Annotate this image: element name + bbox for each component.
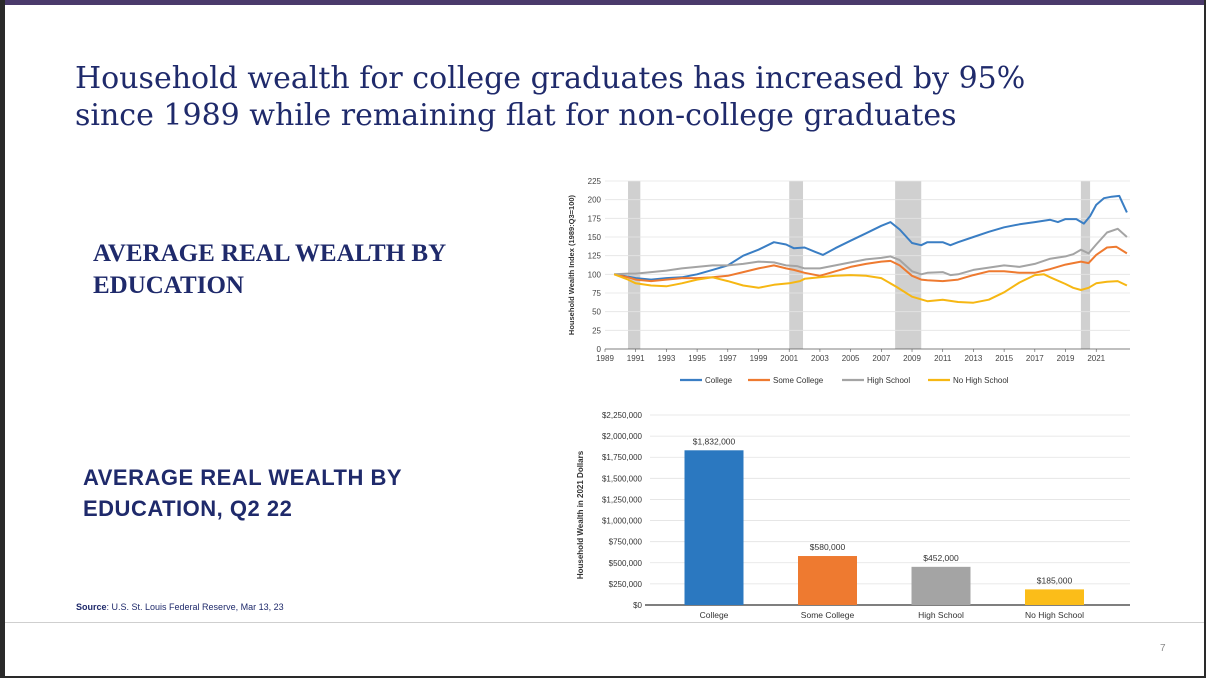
source-label: Source: [76, 602, 107, 612]
y-tick-label: 150: [587, 233, 601, 242]
x-tick-label: 1999: [749, 354, 768, 363]
line-chart-heading-line-2: EDUCATION: [93, 272, 244, 299]
x-tick-label: 2001: [780, 354, 799, 363]
legend-label-no-high-school: No High School: [953, 376, 1009, 385]
slide-title-line-1: Household wealth for college graduates has increased by 95%: [75, 61, 1026, 96]
source-note: [76, 602, 284, 612]
slide: [5, 0, 1204, 676]
y-axis-title: Household Wealth Index (1989:Q3=100): [567, 194, 576, 336]
y-tick-label: $2,250,000: [601, 411, 642, 420]
page-number: 7: [1160, 643, 1166, 654]
bar-chart-heading-line-2: EDUCATION, Q2 22: [83, 496, 293, 521]
x-tick-label: 2013: [964, 354, 983, 363]
bar-college: [685, 450, 744, 605]
value-label-high-school: $452,000: [923, 552, 959, 563]
x-tick-label: 2007: [872, 354, 891, 363]
y-tick-label: $1,750,000: [601, 453, 642, 463]
wealth-index-line-chart: [560, 172, 1140, 392]
y-tick-label: $0: [633, 601, 642, 610]
legend-label-some-college: Some College: [773, 376, 824, 385]
y-tick-label: 125: [587, 251, 601, 261]
x-tick-label: 2005: [841, 354, 860, 363]
category-label-high-school: High School: [918, 610, 964, 620]
x-tick-label: 2011: [934, 354, 952, 363]
slide-title-line-2: since 1989 while remaining flat for non-college graduates: [75, 98, 957, 133]
x-tick-label: 2017: [1025, 354, 1044, 363]
y-tick-label: 200: [587, 195, 601, 205]
x-tick-label: 1989: [596, 354, 614, 363]
x-tick-label: 1997: [718, 354, 737, 363]
footer-divider: [5, 622, 1204, 623]
y-tick-label: $250,000: [608, 579, 642, 589]
y-tick-label: $1,000,000: [601, 516, 642, 526]
y-tick-label: 75: [592, 289, 601, 298]
y-tick-label: 0: [596, 345, 601, 354]
y-axis-title: Household Wealth in 2021 Dollars: [576, 450, 585, 580]
wealth-by-education-bar-chart: [560, 405, 1140, 620]
category-label-no-high-school: No High School: [1024, 610, 1085, 620]
y-tick-label: $1,250,000: [601, 495, 642, 505]
y-tick-label: $2,000,000: [601, 432, 642, 442]
y-tick-label: 175: [587, 214, 601, 224]
x-tick-label: 2019: [1056, 354, 1075, 363]
line-chart-heading: [93, 238, 446, 302]
x-tick-label: 1991: [626, 354, 645, 363]
x-tick-label: 2003: [811, 354, 829, 363]
x-tick-label: 2009: [903, 354, 921, 363]
y-tick-label: 50: [592, 307, 601, 317]
x-tick-label: 2015: [995, 354, 1014, 363]
value-label-college: $1,832,000: [692, 436, 736, 447]
y-tick-label: $500,000: [608, 558, 642, 568]
category-label-some-college: Some College: [800, 610, 855, 620]
y-tick-label: $1,500,000: [601, 474, 642, 484]
recession-band-4: [1081, 181, 1090, 349]
bar-no-high-school: [1025, 589, 1084, 605]
category-label-college: College: [699, 610, 729, 620]
x-tick-label: 1995: [688, 354, 707, 363]
slide-title: [75, 60, 1075, 134]
value-label-no-high-school: $185,000: [1036, 575, 1073, 586]
legend-label-college: College: [705, 376, 733, 385]
y-tick-label: $750,000: [608, 537, 642, 547]
bar-chart-heading: [83, 462, 402, 524]
source-text: : U.S. St. Louis Federal Reserve, Mar 13, 23: [106, 602, 284, 612]
top-accent-bar: [5, 0, 1204, 5]
y-tick-label: 225: [587, 177, 601, 186]
line-chart-heading-line-1: AVERAGE REAL WEALTH BY: [93, 240, 447, 267]
x-tick-label: 2021: [1087, 354, 1106, 363]
bar-high-school: [912, 567, 971, 605]
value-label-some-college: $580,000: [809, 542, 846, 553]
bar-chart-heading-line-1: AVERAGE REAL WEALTH BY: [83, 465, 403, 490]
y-tick-label: 100: [587, 270, 601, 280]
bar-some-college: [798, 556, 857, 605]
y-tick-label: 25: [592, 326, 601, 336]
x-tick-label: 1993: [657, 354, 676, 363]
legend-label-high-school: High School: [867, 376, 911, 385]
recession-band-1: [628, 181, 640, 349]
